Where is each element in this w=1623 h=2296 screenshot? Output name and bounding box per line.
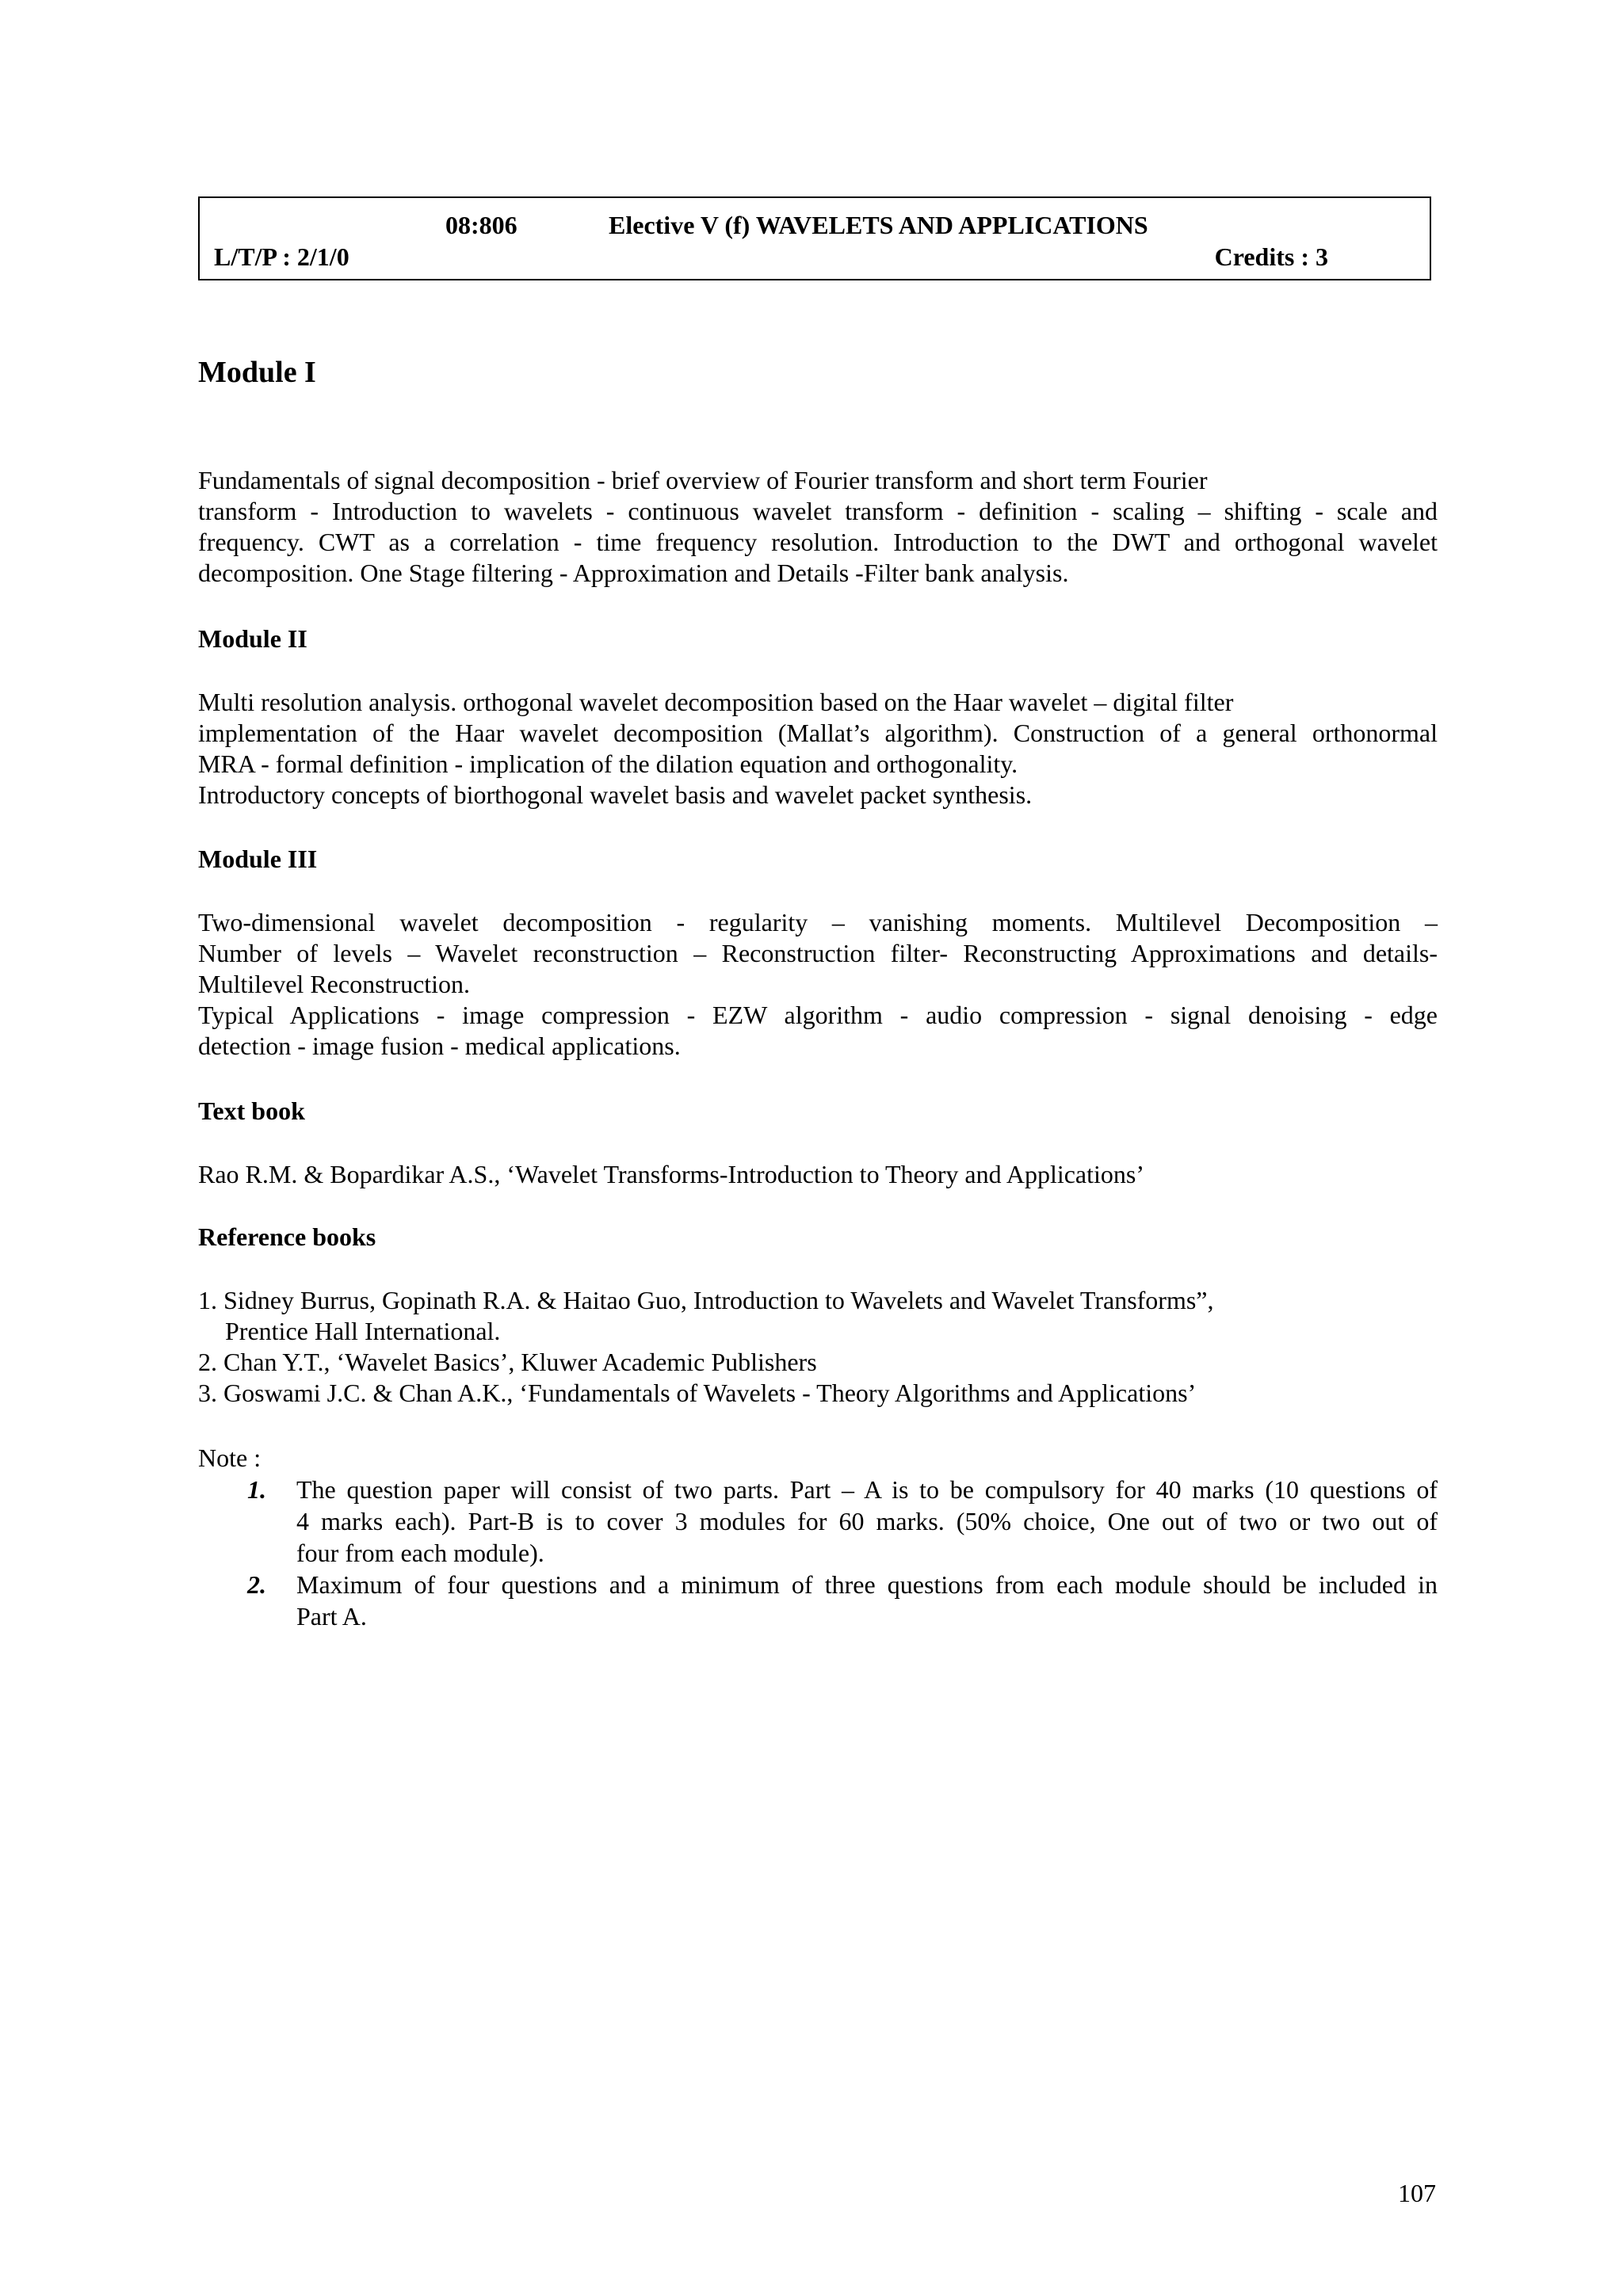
- page-number: 107: [1398, 2179, 1436, 2207]
- course-code: 08:806: [445, 211, 517, 239]
- module-3-line: Number of levels – Wavelet reconstruction – Reconstruction filter- Reconstructing Approximations and details-: [198, 939, 1438, 967]
- module-2-line: MRA - formal definition - implication of the dilation equation and orthogonality.: [198, 749, 1018, 778]
- note-item: [198, 1474, 1438, 1569]
- reference-item: 2. Chan Y.T., ‘Wavelet Basics’, Kluwer Academic Publishers: [198, 1348, 817, 1376]
- reference-item: 1. Sidney Burrus, Gopinath R.A. & Haitao Guo, Introduction to Wavelets and Wavelet Transforms”,: [198, 1286, 1214, 1314]
- note-line: Maximum of four questions and a minimum of three questions from each module should be included in: [296, 1570, 1438, 1599]
- module-2-line: implementation of the Haar wavelet decomposition (Mallat’s algorithm). Construction of a general orthonormal: [198, 719, 1438, 747]
- module-3-line: Typical Applications - image compression - EZW algorithm - audio compression - signal denoising - edge: [198, 1001, 1438, 1029]
- reference-continuation-text: Prentice Hall International.: [225, 1317, 501, 1345]
- module-3-line: Multilevel Reconstruction.: [198, 970, 471, 998]
- module-1-body: [198, 465, 1438, 589]
- module-3-heading: Module III: [198, 845, 318, 873]
- module-1-line: Fundamentals of signal decomposition - brief overview of Fourier transform and short term Fourier: [198, 466, 1208, 494]
- module-1-line: decomposition. One Stage filtering - Approximation and Details -Filter bank analysis.: [198, 559, 1069, 587]
- note-line: 4 marks each). Part-B is to cover 3 modules for 60 marks. (50% choice, One out of two or two out of: [296, 1507, 1438, 1535]
- course-title: Elective V (f) WAVELETS AND APPLICATIONS: [609, 211, 1148, 239]
- note-section: [198, 1442, 1438, 1632]
- note-line: Part A.: [296, 1602, 367, 1630]
- note-line: four from each module).: [296, 1539, 544, 1567]
- ltp-hours: L/T/P : 2/1/0: [214, 242, 349, 271]
- textbook-entry: [198, 1159, 1438, 1190]
- note-number: 2.: [247, 1570, 266, 1599]
- textbook-heading: Text book: [198, 1097, 305, 1125]
- module-1-line: transform - Introduction to wavelets - continuous wavelet transform - definition - scaling – shifting - scale and: [198, 497, 1438, 525]
- note-label: Note :: [198, 1444, 262, 1472]
- course-header-box: [198, 196, 1431, 280]
- module-1-heading: Module I: [198, 356, 316, 389]
- reference-item: 3. Goswami J.C. & Chan A.K., ‘Fundamentals of Wavelets - Theory Algorithms and Applications’: [198, 1379, 1197, 1407]
- module-1-line: frequency. CWT as a correlation - time frequency resolution. Introduction to the DWT and orthogonal wavelet: [198, 528, 1438, 556]
- reference-item-continued: [198, 1316, 1438, 1347]
- note-line: The question paper will consist of two parts. Part – A is to be compulsory for 40 marks (10 questions of: [296, 1475, 1438, 1504]
- references-heading: Reference books: [198, 1222, 376, 1251]
- note-number: 1.: [247, 1475, 266, 1504]
- credits: Credits : 3: [1214, 242, 1328, 271]
- reference-list: [198, 1285, 1438, 1409]
- module-3-body: [198, 907, 1438, 1062]
- module-2-line: Multi resolution analysis. orthogonal wavelet decomposition based on the Haar wavelet – digital filter: [198, 688, 1234, 716]
- note-item: [198, 1569, 1438, 1632]
- module-2-line: Introductory concepts of biorthogonal wavelet basis and wavelet packet synthesis.: [198, 780, 1033, 809]
- module-2-body: [198, 687, 1438, 810]
- module-3-line: Two-dimensional wavelet decomposition - regularity – vanishing moments. Multilevel Decomposition –: [198, 908, 1438, 936]
- module-3-line: detection - image fusion - medical applications.: [198, 1032, 681, 1060]
- module-2-heading: Module II: [198, 624, 307, 653]
- textbook-line: Rao R.M. & Bopardikar A.S., ‘Wavelet Transforms-Introduction to Theory and Applications’: [198, 1160, 1145, 1188]
